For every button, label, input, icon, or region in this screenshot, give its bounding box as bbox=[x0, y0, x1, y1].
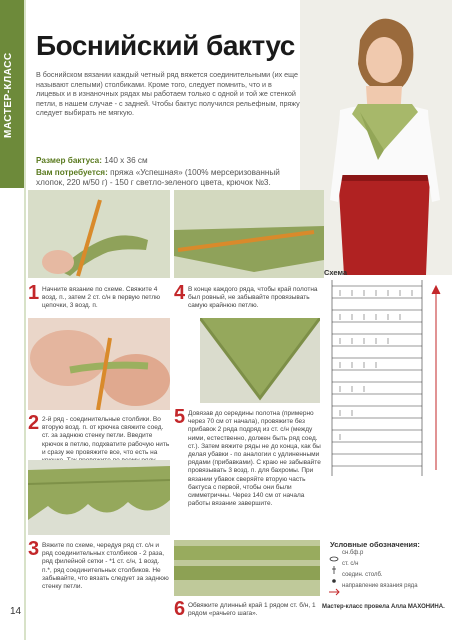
step-1-text: Начните вязание по схеме. Свяжите 4 возд. п., затем 2 ст. с/н в первую петлю цепочки, 3 возд. п. bbox=[42, 286, 161, 310]
step-3-photo bbox=[28, 460, 170, 535]
legend-title: Условные обозначения: bbox=[330, 540, 420, 549]
double-crochet-symbol-icon bbox=[328, 561, 340, 569]
direction-arrow-icon bbox=[328, 583, 340, 591]
step-6-number: 6 bbox=[174, 598, 186, 620]
sidebar-divider bbox=[24, 0, 26, 640]
size-line bbox=[36, 156, 148, 165]
materials bbox=[36, 168, 291, 188]
legend-item: сн.бф.р bbox=[342, 550, 364, 556]
step-1-number: 1 bbox=[28, 282, 40, 304]
scheme-title: Схема bbox=[324, 268, 348, 277]
step-1-photo bbox=[28, 190, 170, 278]
step-5-text: Довязав до середины полотна (примерно через 70 см от начала), провяжите без прибавок 2 ряда подряд из ст. с/н (между ними, естественно, должен быть ряд соед. ст.). Затем вяжите ряды не до конца, как бы делая убавки - по аналогии с удлиненными рядами (прибавками). С краю не забывайте провязывать 3 возд. п. для бахромы. При вязании убавок сверяйте вторую часть бактуса с первой, чтобы они были симметричны. Через 140 см от начала работы вязание завершите. bbox=[188, 410, 321, 508]
section-label: МАСТЕР-КЛАСС bbox=[3, 52, 14, 138]
step-5-number: 5 bbox=[174, 406, 186, 428]
chain-symbol-icon bbox=[328, 550, 340, 558]
materials-value: пряжа «Успешная» (100% мерсеризованный хлопок, 220 м/50 г) - 150 г светло-зеленого цвета, крючок №3. bbox=[36, 168, 280, 187]
step-2-text: 2-й ряд - соединительные столбики. Во вторую возд. п. от крючка свяжите соед. ст. за заднюю стенку петли. Введите крючок в петлю, подхватите рабочую нить и сразу же провяжите все, что есть на bbox=[42, 416, 170, 456]
page-number: 14 bbox=[10, 606, 22, 617]
crochet-scheme bbox=[322, 280, 450, 480]
size-label: Размер бактуса: bbox=[36, 156, 102, 165]
step-5-photo bbox=[200, 318, 320, 403]
step-4-text: В конце каждого ряда, чтобы край полотна был ровный, не забывайте провязывать самую крайнюю петлю. bbox=[188, 286, 318, 310]
size-value: 140 х 36 см bbox=[104, 156, 148, 165]
step-4-photo bbox=[174, 190, 324, 278]
step-2-photo bbox=[28, 318, 170, 410]
step-4-number: 4 bbox=[174, 282, 186, 304]
step-6-photo bbox=[174, 540, 320, 596]
step-3-text: Вяжите по схеме, чередуя ряд ст. с/н и ряд соединительных столбиков - 2 раза, ряд филейной сетки - *1 ст. с/н, 1 возд. п.*, ряд соединительных столбиков. Не забывайте, что вязать следует за заднюю стенку петли. bbox=[42, 542, 169, 591]
legend-item: направление вязания ряда bbox=[342, 583, 418, 589]
step-2-number: 2 bbox=[28, 412, 40, 434]
slip-stitch-symbol-icon bbox=[328, 572, 340, 580]
page-title: Боснийский бактус bbox=[36, 30, 295, 61]
step-3-number: 3 bbox=[28, 538, 40, 560]
legend-item: соедин. столб. bbox=[342, 572, 383, 578]
intro-paragraph: В боснийском вязании каждый четный ряд вяжется соединительными (их еще называют слепыми) столбиками. Кроме того, следует помнить, что и в лицевых и в изнаночных рядах мы работаем только с одной и той же стенкой петли, в нашем случае - с задней. Чтобы бактус получился рельефным, пряжу следует выбирать не мягкую. bbox=[36, 70, 300, 118]
legend-item: ст. с/н bbox=[342, 561, 359, 567]
step-6-text: Обвяжите длинный край 1 рядом ст. б/н, 1 рядом «рачьего шага». bbox=[188, 602, 316, 618]
section-sidebar bbox=[0, 0, 24, 188]
credit-line: Мастер-класс провела Алла МАХОНИНА. bbox=[322, 604, 445, 610]
materials-label: Вам потребуется: bbox=[36, 168, 108, 177]
